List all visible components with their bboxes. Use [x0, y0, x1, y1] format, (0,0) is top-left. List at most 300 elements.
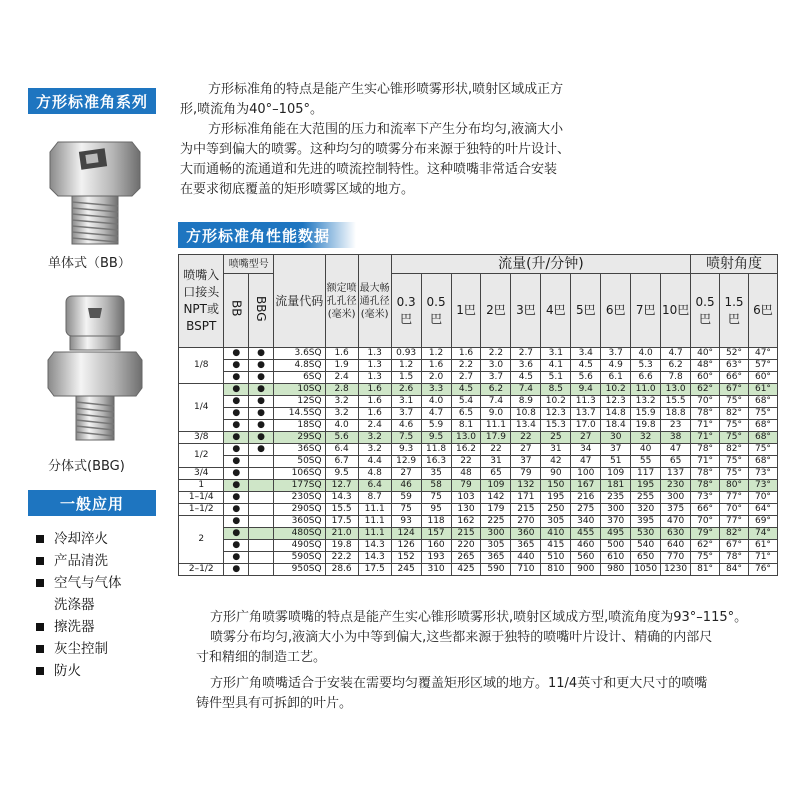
flow-cell: 171: [511, 492, 541, 504]
flow-cell: 13.0: [451, 432, 481, 444]
angle-cell: 69°: [748, 516, 777, 528]
bbg-mark-cell: [249, 552, 274, 564]
flow-cell: 15.5: [661, 396, 691, 408]
bbg-mark-cell: [249, 468, 274, 480]
angle-cell: 57°: [748, 360, 777, 372]
flow-code-cell: 6SQ: [273, 372, 325, 384]
angle-header: 喷射角度: [691, 255, 778, 274]
flow-cell: 255: [631, 492, 661, 504]
orifice-header: 额定喷孔孔径(毫米): [325, 255, 358, 348]
angle-cell: 82°: [720, 528, 749, 540]
flow-cell: 4.1: [541, 360, 571, 372]
flow-cell: 215: [451, 528, 481, 540]
angle-cell: 64°: [748, 504, 777, 516]
passage-cell: 11.1: [358, 528, 391, 540]
flow-cell: 225: [481, 516, 511, 528]
inlet-size-cell: 3/4: [179, 468, 224, 480]
flow-cell: 3.0: [481, 360, 511, 372]
orifice-cell: 6.4: [325, 444, 358, 456]
flow-cell: 11.0: [631, 384, 661, 396]
flow-cell: 4.5: [571, 360, 601, 372]
inlet-size-cell: 1: [179, 480, 224, 492]
flow-cell: 12.3: [601, 396, 631, 408]
list-item: 灰尘控制: [34, 638, 174, 660]
flow-cell: 17.0: [571, 420, 601, 432]
angle-cell: 75°: [720, 396, 749, 408]
flow-cell: 11.8: [421, 444, 451, 456]
flow-cell: 4.5: [511, 372, 541, 384]
flow-cell: 142: [481, 492, 511, 504]
angle-cell: 70°: [691, 396, 720, 408]
flow-cell: 90: [541, 468, 571, 480]
flow-code-cell: 29SQ: [273, 432, 325, 444]
angle-cell: 79°: [691, 528, 720, 540]
flow-cell: 365: [511, 540, 541, 552]
flow-header: 流量(升/分钟): [391, 255, 690, 274]
angle-cell: 75°: [720, 420, 749, 432]
flow-cell: 1.6: [421, 360, 451, 372]
bbg-mark-cell: ●: [249, 444, 274, 456]
flow-cell: 3.3: [421, 384, 451, 396]
bbg-caption: 分体式(BBG): [48, 459, 125, 474]
flow-cell: 900: [571, 564, 601, 576]
passage-cell: 1.3: [358, 360, 391, 372]
series-title-tab: [28, 88, 156, 114]
flow-cell: 195: [631, 480, 661, 492]
flow-cell: 640: [661, 540, 691, 552]
bbg-mark-cell: ●: [249, 360, 274, 372]
passage-cell: 1.6: [358, 396, 391, 408]
angle-cell: 62°: [691, 540, 720, 552]
passage-cell: 3.2: [358, 432, 391, 444]
flow-cell: 300: [481, 528, 511, 540]
flow-cell: 31: [541, 444, 571, 456]
angle-cell: 70°: [720, 504, 749, 516]
passage-cell: 17.5: [358, 564, 391, 576]
flow-cell: 460: [571, 540, 601, 552]
flow-cell: 47: [661, 444, 691, 456]
applications-list: [34, 528, 174, 682]
table-row: [179, 540, 778, 552]
bb-mark-cell: ●: [224, 348, 249, 360]
flow-cell: 15.3: [541, 420, 571, 432]
flow-cell: 10.2: [601, 384, 631, 396]
flow-cell: 6.5: [451, 408, 481, 420]
bbg-mark-cell: [249, 540, 274, 552]
orifice-cell: 1.6: [325, 348, 358, 360]
bb-caption: 单体式（BB）: [48, 256, 131, 271]
flow-cell: 32: [631, 432, 661, 444]
flow-cell: 265: [451, 552, 481, 564]
flow-cell: 40: [631, 444, 661, 456]
table-row: [179, 456, 778, 468]
angle-cell: 73°: [748, 480, 777, 492]
angle-cell: 67°: [720, 540, 749, 552]
angle-cell: 76°: [748, 564, 777, 576]
angle-cell: 52°: [720, 348, 749, 360]
flow-code-cell: 3.6SQ: [273, 348, 325, 360]
flow-cell: 5.3: [631, 360, 661, 372]
angle-cell: 75°: [691, 552, 720, 564]
passage-cell: 8.7: [358, 492, 391, 504]
flow-cell: 5.6: [571, 372, 601, 384]
flow-cell: 65: [661, 456, 691, 468]
flow-cell: 455: [571, 528, 601, 540]
bullet-icon: [36, 579, 44, 587]
flow-cell: 250: [541, 504, 571, 516]
pressure-header: 10巴: [661, 274, 691, 348]
bb-nozzle-image: [40, 128, 150, 246]
bb-mark-cell: ●: [224, 564, 249, 576]
flow-cell: 1.6: [451, 348, 481, 360]
passage-cell: 11.1: [358, 504, 391, 516]
pressure-header: 3巴: [511, 274, 541, 348]
angle-cell: 78°: [691, 444, 720, 456]
flow-cell: 160: [421, 540, 451, 552]
pressure-header: 5巴: [571, 274, 601, 348]
angle-cell: 71°: [691, 432, 720, 444]
passage-cell: 4.8: [358, 468, 391, 480]
flow-cell: 4.0: [631, 348, 661, 360]
flow-code-cell: 10SQ: [273, 384, 325, 396]
angle-cell: 75°: [720, 468, 749, 480]
angle-cell: 68°: [748, 432, 777, 444]
flow-cell: 55: [631, 456, 661, 468]
flow-cell: 130: [451, 504, 481, 516]
flow-cell: 370: [601, 516, 631, 528]
angle-cell: 80°: [720, 480, 749, 492]
flow-cell: 365: [481, 552, 511, 564]
orifice-cell: 4.0: [325, 420, 358, 432]
bbg-mark-cell: [249, 528, 274, 540]
flow-cell: 5.9: [421, 420, 451, 432]
pressure-header: 6巴: [601, 274, 631, 348]
table-row: [179, 468, 778, 480]
flow-cell: 117: [631, 468, 661, 480]
passage-cell: 1.3: [358, 348, 391, 360]
flow-cell: 13.4: [511, 420, 541, 432]
inlet-size-cell: 1/4: [179, 384, 224, 432]
flow-cell: 93: [391, 516, 421, 528]
flow-cell: 42: [541, 456, 571, 468]
angle-cell: 68°: [748, 396, 777, 408]
flow-code-cell: 177SQ: [273, 480, 325, 492]
flow-cell: 3.7: [391, 408, 421, 420]
passage-cell: 14.3: [358, 552, 391, 564]
flow-cell: 152: [391, 552, 421, 564]
bbg-mark-cell: [249, 492, 274, 504]
table-row: [179, 384, 778, 396]
flow-cell: 230: [661, 480, 691, 492]
list-item: 洗涤器: [54, 597, 95, 613]
bullet-icon: [36, 645, 44, 653]
inlet-size-cell: 1/8: [179, 348, 224, 384]
orifice-cell: 2.4: [325, 372, 358, 384]
flow-cell: 425: [451, 564, 481, 576]
passage-cell: 2.4: [358, 420, 391, 432]
flow-cell: 34: [571, 444, 601, 456]
flow-cell: 320: [631, 504, 661, 516]
flow-cell: 1.5: [391, 372, 421, 384]
flow-cell: 300: [661, 492, 691, 504]
orifice-cell: 3.2: [325, 396, 358, 408]
flow-cell: 37: [601, 444, 631, 456]
passage-cell: 6.4: [358, 480, 391, 492]
pressure-header: 2巴: [481, 274, 511, 348]
flow-cell: 340: [571, 516, 601, 528]
flow-cell: 3.1: [541, 348, 571, 360]
flow-cell: 31: [481, 456, 511, 468]
flow-cell: 610: [601, 552, 631, 564]
flow-cell: 103: [451, 492, 481, 504]
angle-cell: 70°: [748, 492, 777, 504]
flow-cell: 179: [481, 504, 511, 516]
flow-cell: 6.2: [661, 360, 691, 372]
flow-code-cell: 50SQ: [273, 456, 325, 468]
bb-mark-cell: ●: [224, 540, 249, 552]
flow-cell: 500: [601, 540, 631, 552]
flow-code-cell: 950SQ: [273, 564, 325, 576]
passage-cell: 11.1: [358, 516, 391, 528]
flow-cell: 193: [421, 552, 451, 564]
applications-title: 一般应用: [59, 494, 124, 513]
angle-cell: 71°: [691, 420, 720, 432]
flow-code-cell: 106SQ: [273, 468, 325, 480]
bb-mark-cell: ●: [224, 420, 249, 432]
flow-cell: 195: [541, 492, 571, 504]
flow-code-cell: 36SQ: [273, 444, 325, 456]
angle-cell: 71°: [691, 456, 720, 468]
flow-cell: 510: [541, 552, 571, 564]
flow-cell: 810: [541, 564, 571, 576]
inlet-size-cell: 1/2: [179, 444, 224, 468]
passage-cell: 4.4: [358, 456, 391, 468]
flow-cell: 415: [541, 540, 571, 552]
flow-cell: 13.2: [631, 396, 661, 408]
bb-mark-cell: ●: [224, 408, 249, 420]
flow-cell: 4.7: [661, 348, 691, 360]
flow-cell: 7.8: [661, 372, 691, 384]
orifice-cell: 22.2: [325, 552, 358, 564]
flow-code-header: 流量代码: [273, 255, 325, 348]
flow-cell: 75: [421, 492, 451, 504]
pressure-header: 1巴: [451, 274, 481, 348]
flow-cell: 157: [421, 528, 451, 540]
flow-cell: 38: [661, 432, 691, 444]
flow-cell: 8.1: [451, 420, 481, 432]
bbg-mark-cell: ●: [249, 372, 274, 384]
list-item: 产品清洗: [34, 550, 174, 572]
table-row: [179, 516, 778, 528]
flow-cell: 8.5: [541, 384, 571, 396]
bbg-mark-cell: [249, 480, 274, 492]
list-item: 防火: [34, 660, 174, 682]
table-row: [179, 528, 778, 540]
flow-cell: 51: [601, 456, 631, 468]
flow-cell: 150: [541, 480, 571, 492]
angle-cell: 71°: [748, 552, 777, 564]
bb-mark-cell: ●: [224, 372, 249, 384]
angle-cell: 47°: [748, 348, 777, 360]
performance-table: [178, 254, 778, 576]
angle-cell: 77°: [720, 492, 749, 504]
angle-cell: 68°: [748, 420, 777, 432]
flow-cell: 6.6: [631, 372, 661, 384]
angle-pressure-header: 0.5巴: [691, 274, 720, 348]
inlet-size-cell: 2–1/2: [179, 564, 224, 576]
flow-cell: 495: [601, 528, 631, 540]
model-header: 喷嘴型号: [224, 255, 274, 274]
angle-cell: 70°: [691, 516, 720, 528]
flow-cell: 35: [421, 468, 451, 480]
flow-cell: 410: [541, 528, 571, 540]
angle-cell: 75°: [720, 432, 749, 444]
passage-cell: 3.2: [358, 444, 391, 456]
orifice-cell: 9.5: [325, 468, 358, 480]
flow-cell: 2.7: [511, 348, 541, 360]
flow-cell: 9.0: [481, 408, 511, 420]
table-row: [179, 552, 778, 564]
angle-cell: 78°: [691, 468, 720, 480]
flow-cell: 2.7: [451, 372, 481, 384]
angle-cell: 61°: [748, 384, 777, 396]
table-row: [179, 444, 778, 456]
orifice-cell: 21.0: [325, 528, 358, 540]
angle-cell: 67°: [720, 384, 749, 396]
flow-cell: 0.93: [391, 348, 421, 360]
flow-cell: 7.4: [481, 396, 511, 408]
passage-cell: 1.3: [358, 372, 391, 384]
passage-cell: 14.3: [358, 540, 391, 552]
inlet-size-cell: 1–1/2: [179, 504, 224, 516]
bullet-icon: [36, 667, 44, 675]
angle-cell: 68°: [748, 456, 777, 468]
flow-cell: 109: [481, 480, 511, 492]
bb-mark-cell: ●: [224, 480, 249, 492]
table-row: [179, 492, 778, 504]
performance-title-tab: [178, 222, 356, 248]
flow-code-cell: 18SQ: [273, 420, 325, 432]
flow-cell: 360: [511, 528, 541, 540]
passage-cell: 1.6: [358, 408, 391, 420]
flow-cell: 19.8: [631, 420, 661, 432]
flow-cell: 980: [601, 564, 631, 576]
angle-cell: 84°: [720, 564, 749, 576]
flow-cell: 2.6: [391, 384, 421, 396]
flow-cell: 137: [661, 468, 691, 480]
pressure-header: 4巴: [541, 274, 571, 348]
flow-cell: 7.4: [511, 384, 541, 396]
bbg-nozzle-image: [40, 292, 150, 442]
flow-cell: 109: [601, 468, 631, 480]
orifice-cell: 15.5: [325, 504, 358, 516]
bbg-mark-cell: ●: [249, 384, 274, 396]
bbg-mark-cell: ●: [249, 396, 274, 408]
flow-cell: 6.2: [481, 384, 511, 396]
angle-cell: 73°: [748, 468, 777, 480]
outro-text: 方形广角喷雾喷嘴的特点是能产生实心锥形喷雾形状,喷射区域成方型,喷流角度为93°–115°。 喷雾分布均匀,液滴大小为中等到偏大,这些都来源于独特的喷嘴叶片设计、精确的内部尺 寸和精细的制造工艺。 方形广角喷嘴适合于安装在需要均匀覆盖矩形区域的地方。11/4英寸和更大尺寸的喷嘴 铸件型具有可拆卸的叶片。: [196, 610, 748, 711]
orifice-cell: 19.8: [325, 540, 358, 552]
angle-cell: 63°: [720, 360, 749, 372]
flow-cell: 23: [661, 420, 691, 432]
pressure-header: 7巴: [631, 274, 661, 348]
orifice-cell: 12.7: [325, 480, 358, 492]
flow-cell: 11.3: [571, 396, 601, 408]
intro-text: 方形标准角的特点是能产生实心锥形喷雾形状,喷射区域成正方 形,喷流角为40°–105°。 方形标准角能在大范围的压力和流率下产生分布均匀,液滴大小 为中等到偏大的喷雾。这种均匀的喷雾分布来源于独特的叶片设计、 大而通畅的流通道和先进的喷流控制特性。这种喷嘴非常适合安装 在要求彻底覆盖的矩形喷雾区域的地方。: [180, 82, 571, 197]
flow-cell: 59: [391, 492, 421, 504]
flow-cell: 4.9: [601, 360, 631, 372]
flow-code-cell: 490SQ: [273, 540, 325, 552]
flow-cell: 16.2: [451, 444, 481, 456]
flow-cell: 22: [511, 432, 541, 444]
orifice-cell: 28.6: [325, 564, 358, 576]
flow-cell: 18.4: [601, 420, 631, 432]
flow-code-cell: 480SQ: [273, 528, 325, 540]
flow-cell: 305: [481, 540, 511, 552]
bb-mark-cell: ●: [224, 456, 249, 468]
angle-cell: 75°: [748, 408, 777, 420]
flow-cell: 58: [421, 480, 451, 492]
angle-cell: 74°: [748, 528, 777, 540]
bullet-icon: [36, 557, 44, 565]
table-row: [179, 420, 778, 432]
angle-cell: 75°: [748, 444, 777, 456]
flow-cell: 310: [421, 564, 451, 576]
flow-cell: 395: [631, 516, 661, 528]
flow-cell: 12.3: [541, 408, 571, 420]
orifice-cell: 6.7: [325, 456, 358, 468]
flow-cell: 181: [601, 480, 631, 492]
flow-cell: 167: [571, 480, 601, 492]
flow-code-cell: 290SQ: [273, 504, 325, 516]
table-row: [179, 408, 778, 420]
bbg-mark-cell: [249, 456, 274, 468]
flow-cell: 46: [391, 480, 421, 492]
flow-code-cell: 12SQ: [273, 396, 325, 408]
angle-cell: 82°: [720, 408, 749, 420]
angle-cell: 66°: [720, 372, 749, 384]
flow-cell: 375: [661, 504, 691, 516]
flow-cell: 2.2: [451, 360, 481, 372]
bb-mark-cell: ●: [224, 444, 249, 456]
flow-cell: 300: [601, 504, 631, 516]
angle-cell: 82°: [720, 444, 749, 456]
list-item: 空气与气体: [34, 572, 174, 594]
orifice-cell: 3.2: [325, 408, 358, 420]
flow-cell: 37: [511, 456, 541, 468]
angle-cell: 75°: [720, 456, 749, 468]
flow-cell: 100: [571, 468, 601, 480]
performance-table-body: [179, 348, 778, 576]
flow-cell: 9.3: [391, 444, 421, 456]
flow-cell: 220: [451, 540, 481, 552]
angle-cell: 60°: [748, 372, 777, 384]
flow-cell: 6.1: [601, 372, 631, 384]
flow-cell: 3.6: [511, 360, 541, 372]
angle-cell: 81°: [691, 564, 720, 576]
flow-cell: 27: [571, 432, 601, 444]
inlet-size-cell: 3/8: [179, 432, 224, 444]
bb-mark-cell: ●: [224, 528, 249, 540]
bb-header: BB: [224, 274, 249, 348]
bb-mark-cell: ●: [224, 432, 249, 444]
bb-mark-cell: ●: [224, 396, 249, 408]
flow-cell: 27: [391, 468, 421, 480]
bb-mark-cell: ●: [224, 360, 249, 372]
flow-cell: 3.1: [391, 396, 421, 408]
flow-cell: 14.8: [601, 408, 631, 420]
angle-cell: 78°: [691, 480, 720, 492]
